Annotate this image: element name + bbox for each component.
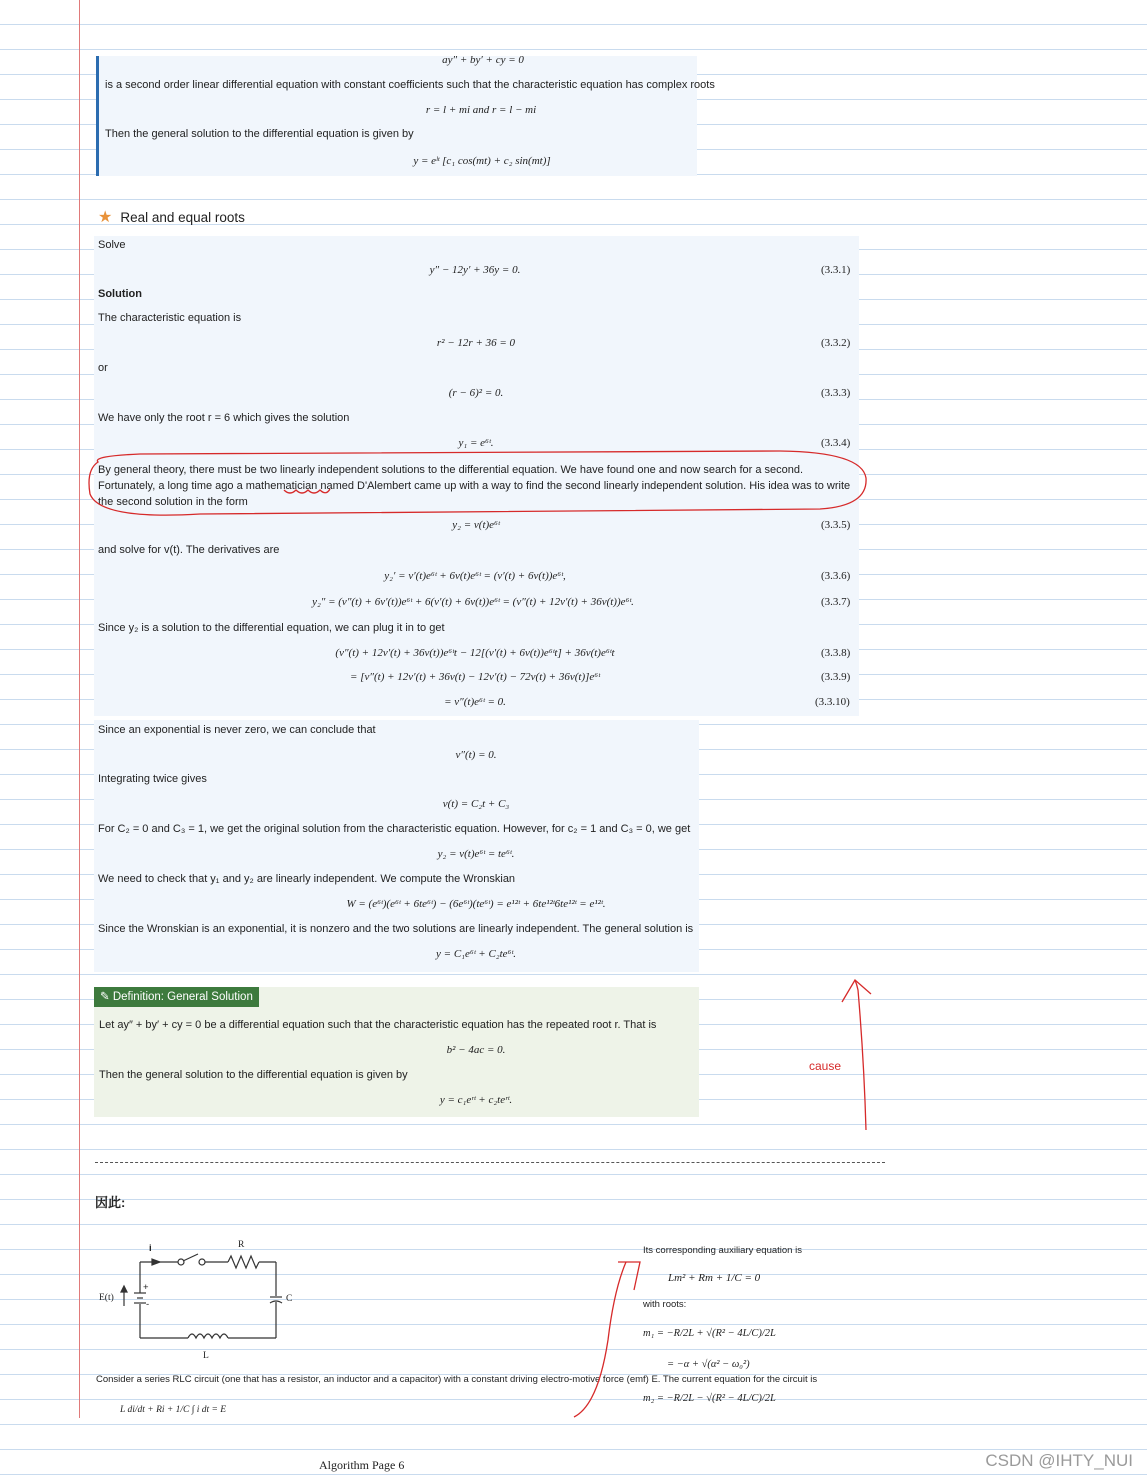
equation-number: (3.3.2) (821, 337, 851, 349)
circuit-equation: L di/dt + Ri + 1/C ∫ i dt = E (120, 1405, 227, 1415)
equation: y₁ = e⁶ᵗ. (458, 437, 494, 449)
paragraph: Integrating twice gives (98, 773, 207, 785)
equation: y₂ = v(t)e⁶ᵗ = te⁶ᵗ. (437, 848, 515, 860)
bracket-arrow (574, 1262, 626, 1417)
paragraph: Since an exponential is never zero, we can conclude that (98, 724, 376, 736)
paragraph: Let ay″ + by′ + cy = 0 be a differential equation such that the characteristic equation has the repeated root r. That is (99, 1019, 657, 1031)
equation-number: (3.3.10) (815, 696, 850, 708)
equation: y₂ = v(t)e⁶ᵗ (452, 519, 500, 531)
paragraph: Then the general solution to the differential equation is given by (99, 1069, 408, 1081)
equation: y = C₁e⁶ᵗ + C₂te⁶ᵗ. (436, 948, 516, 960)
solve-label: Solve (98, 239, 126, 251)
label-e: E(t) (99, 1293, 114, 1303)
equation: y = c₁eʳᵗ + c₂teʳᵗ. (439, 1094, 513, 1106)
paragraph: and solve for v(t). The derivatives are (98, 544, 280, 556)
complex-roots-block (96, 56, 697, 176)
circuit-caption: Consider a series RLC circuit (one that has a resistor, an inductor and a capacitor) with a constant driving electro-motive force (emf) E. The current equation for the circuit is (96, 1374, 818, 1385)
watermark: CSDN @IHTY_NUI (985, 1451, 1133, 1470)
equation: r = l + mi and r = l − mi (425, 104, 537, 116)
label-l: L (203, 1351, 209, 1361)
paragraph: Since the Wronskian is an exponential, it is nonzero and the two solutions are linearly independent. The general solution is (98, 923, 694, 935)
equation-number: (3.3.5) (821, 519, 851, 531)
equation-number: (3.3.6) (821, 570, 851, 582)
section-heading (98, 207, 245, 227)
roots-text: with roots: (643, 1299, 687, 1310)
label-minus: - (146, 1299, 150, 1310)
paragraph: Since y₂ is a solution to the differential equation, we can plug it in to get (98, 622, 445, 634)
definition-title: Definition: General Solution (112, 991, 253, 1003)
paragraph: By general theory, there must be two linearly independent solutions to the differential equation. We have found one and now search for a second. Fortunately, a long time ago a mathematician named D'Alembert came up with a way to find the second linearly independent solution. His idea was to write the second solution in the form (98, 464, 851, 508)
equation: b² − 4ac = 0. (446, 1044, 506, 1056)
equation: = [v″(t) + 12v′(t) + 36v(t) − 12v′(t) − 72v(t) + 36v(t)]e⁶ᵗ (350, 671, 600, 683)
equation: = v″(t)e⁶ᵗ = 0. (444, 696, 506, 708)
equation-number: (3.3.1) (821, 264, 851, 276)
definition-tag (94, 987, 259, 1007)
accent-bar (96, 56, 99, 176)
notebook-margin-line (79, 0, 80, 1418)
equation-number: (3.3.7) (821, 596, 851, 608)
paragraph: or (98, 362, 108, 374)
equation: (r − 6)² = 0. (448, 387, 504, 399)
root-m2: m₂ = −R/2L − √(R² − 4L/C)/2L (643, 1393, 776, 1404)
pencil-icon: ✎ (100, 991, 113, 1003)
label-r: R (238, 1240, 245, 1250)
equation-number: (3.3.9) (821, 671, 851, 683)
aux-equation: Lm² + Rm + 1/C = 0 (668, 1272, 761, 1284)
root-m1-alpha: = −α + √(α² − ω₀²) (667, 1359, 750, 1370)
cause-annotation: cause (809, 1059, 842, 1073)
equation: W = (e⁶ᵗ)(e⁶ᵗ + 6te⁶ᵗ) − (6e⁶ᵗ)(te⁶ᵗ) = e¹²ᵗ + 6te¹²ᵗ6te¹²ᵗ = e¹²ᵗ. (346, 898, 606, 910)
equation: y″ − 12y′ + 36y = 0. (429, 264, 521, 276)
paragraph: We need to check that y₁ and y₂ are linearly independent. We compute the Wronskian (98, 873, 516, 885)
equation: (v″(t) + 12v′(t) + 36v(t))e⁶ᵗt − 12[(v′(t) + 6v(t))e⁶ᵗt] + 36v(t)e⁶ᵗt (335, 647, 615, 659)
equation: ay″ + by′ + cy = 0 (442, 54, 524, 66)
cause-arrow (855, 980, 866, 1130)
equation: v″(t) = 0. (455, 749, 497, 761)
label-i: i (149, 1243, 152, 1254)
paragraph: We have only the root r = 6 which gives the solution (98, 412, 350, 424)
root-m1: m₁ = −R/2L + √(R² − 4L/C)/2L (643, 1328, 776, 1339)
separator (95, 1162, 885, 1163)
label-c: C (286, 1294, 293, 1304)
equation: y₂′ = v′(t)e⁶ᵗ + 6v(t)e⁶ᵗ = (v′(t) + 6v(t))e⁶ᵗ, (384, 570, 566, 582)
equation: y = eˡᵗ [c₁ cos(mt) + c₂ sin(mt)] (413, 155, 551, 167)
heading-title: Real and equal roots (120, 210, 245, 225)
paragraph: The characteristic equation is (98, 312, 242, 324)
equation: v(t) = C₂t + C₃ (442, 798, 510, 810)
zh-label: 因此: (95, 1195, 126, 1210)
paragraph: For C₂ = 0 and C₃ = 1, we get the original solution from the characteristic equation. However, for c₂ = 1 and C₃ = 0, we get (98, 823, 691, 835)
aux-text: Its corresponding auxiliary equation is (643, 1245, 802, 1256)
equation: y₂″ = (v″(t) + 6v′(t))e⁶ᵗ + 6(v′(t) + 6v(t))e⁶ᵗ = (v″(t) + 12v′(t) + 36v(t))e⁶ᵗ. (312, 596, 634, 608)
label-plus: + (143, 1282, 149, 1293)
equation-number: (3.3.3) (821, 387, 851, 399)
star-icon: ★ (98, 209, 113, 226)
paragraph: Then the general solution to the differential equation is given by (105, 128, 414, 140)
paragraph: is a second order linear differential equation with constant coefficients such that the characteristic equation has complex roots (105, 79, 715, 91)
solution-label: Solution (98, 288, 142, 300)
equation: r² − 12r + 36 = 0 (436, 337, 516, 349)
equation-number: (3.3.8) (821, 647, 851, 659)
page-footer: Algorithm Page 6 (319, 1458, 405, 1472)
equation-number: (3.3.4) (821, 437, 851, 449)
